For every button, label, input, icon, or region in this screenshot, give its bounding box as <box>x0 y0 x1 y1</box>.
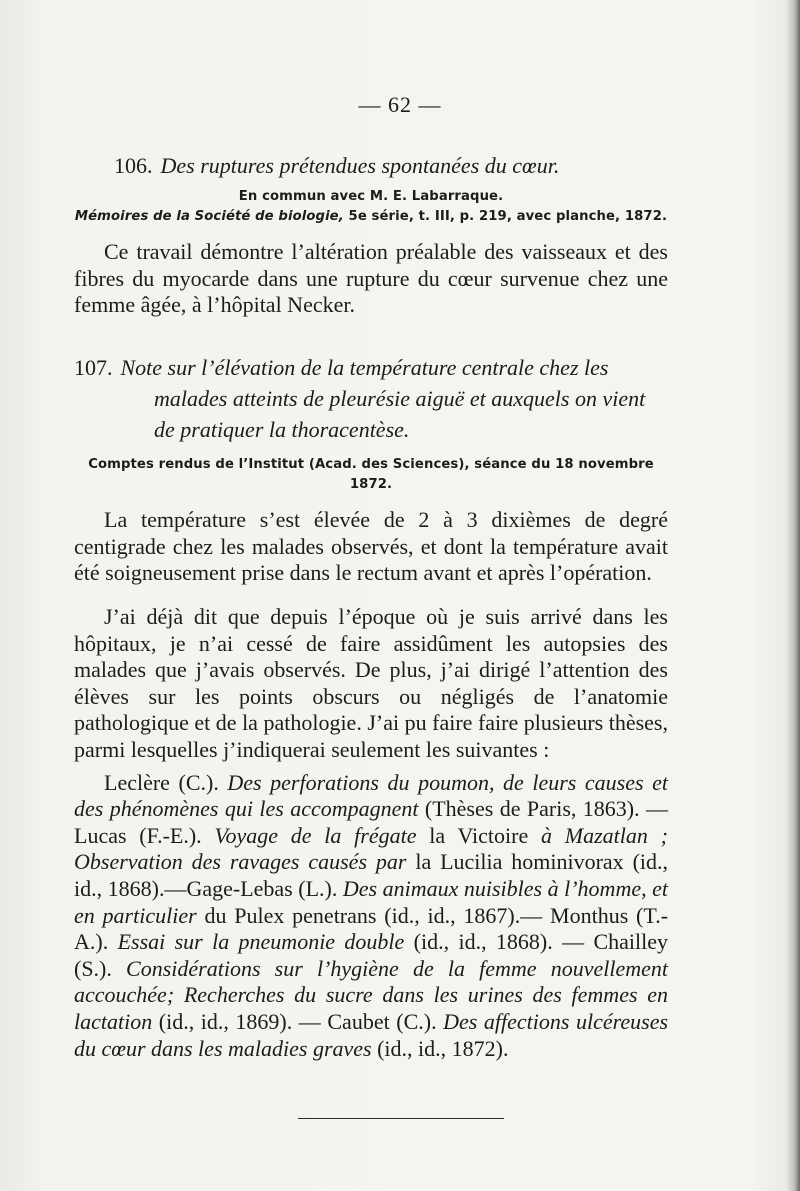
thesis-1-ref: (Thèses de Paris, 1863). — <box>424 796 668 822</box>
closing-rule <box>298 1118 504 1119</box>
entry-106 <box>74 150 668 319</box>
thesis-2-author: Lucas (F.-E.). <box>74 822 202 848</box>
entry-107-number: 107. <box>74 355 113 380</box>
entry-106-details: 5e série, t. III, p. 219, avec planche, 1872. <box>348 209 668 224</box>
entry-107-title: Note sur l’élévation de la température centrale chez les malades atteints de pleurésie aiguë et auxquels on vient de pratiquer la thoracentèse. <box>120 355 646 442</box>
thesis-5-ref: (id., id., 1869). — <box>158 1008 321 1034</box>
theses-list <box>74 770 668 1063</box>
thesis-5-title: Considérations sur l’hygiène de la femme nouvellement accouchée; Recherches du sucre dans les urines des femmes en lactation <box>74 955 668 1034</box>
entry-106-journal: Mémoires de la Société de biologie, <box>74 209 344 224</box>
thesis-3-author: Gage-Lebas (L.). <box>186 875 338 901</box>
page-number: — 62 — <box>358 92 442 117</box>
entry-107-source: Comptes rendus de l’Institut (Acad. des Sciences), séance du 18 novembre 1872. <box>88 457 654 492</box>
thesis-5-author: Chailley (S.). <box>74 929 669 981</box>
entry-106-collaboration: En commun avec M. E. Labarraque. <box>238 189 504 204</box>
thesis-2-title-b: à Mazatlan ; Observation des ravages causés par <box>74 822 668 875</box>
entry-106-number: 106. <box>114 153 153 178</box>
theses-section <box>74 604 668 1062</box>
thesis-6-title: Des affections ulcéreuses du cœur dans les maladies graves <box>74 1008 669 1061</box>
thesis-2-title-a: Voyage de la frégate <box>214 822 417 848</box>
page-spine-shadow <box>786 0 800 1191</box>
thesis-2-ship: la Victoire <box>429 822 529 848</box>
thesis-1-author: Leclère (C.). <box>104 769 219 795</box>
thesis-3-title-a: Des animaux nuisibles à l’homme, et en particulier <box>74 875 668 928</box>
thesis-4-title: Essai sur la pneumonie double <box>117 929 405 955</box>
entry-106-body: Ce travail démontre l’altération préalable des vaisseaux et des fibres du myocarde dans une rupture du cœur survenue chez une femme âgée, à l’hôpital Necker. <box>74 239 668 318</box>
thesis-2-ref: (id., id., 1868).— <box>74 849 669 901</box>
thesis-6-author: Caubet (C.). <box>327 1008 437 1034</box>
thesis-6-ref: (id., id., 1872). <box>377 1035 509 1061</box>
thesis-1-title: Des perforations du poumon, de leurs causes et des phénomènes qui les accompagnent <box>74 769 668 822</box>
thesis-4-author: Monthus (T.-A.). <box>74 902 669 955</box>
entry-106-title: Des ruptures prétendues spontanées du cœur. <box>160 153 560 178</box>
entry-107-body: La température s’est élevée de 2 à 3 dixièmes de degré centigrade chez les malades observés, et dont la température avait été soigneusement prise dans le rectum avant et après l’opération. <box>74 507 668 586</box>
thesis-3-species: du Pulex penetrans <box>204 902 377 928</box>
entry-106-heading <box>74 150 668 181</box>
theses-intro-paragraph: J’ai déjà dit que depuis l’époque où je suis arrivé dans les hôpitaux, je n’ai cessé de faire assidûment les autopsies des malades que j’avais observés. De plus, j’ai dirigé l’attention des élèves sur les points obscurs ou négligés de l’anatomie pathologique et de la pathologie. J’ai pu faire faire plusieurs thèses, parmi lesquelles j’indiquerai seulement les suivantes : <box>74 604 668 762</box>
thesis-2-species: la Lucilia hominivorax <box>415 849 624 875</box>
entry-107 <box>74 352 668 587</box>
thesis-4-ref: (id., id., 1868). — <box>413 929 585 955</box>
entry-106-source <box>74 207 668 227</box>
thesis-3-ref: (id., id., 1867).— <box>384 902 543 928</box>
entry-107-heading <box>74 352 668 445</box>
